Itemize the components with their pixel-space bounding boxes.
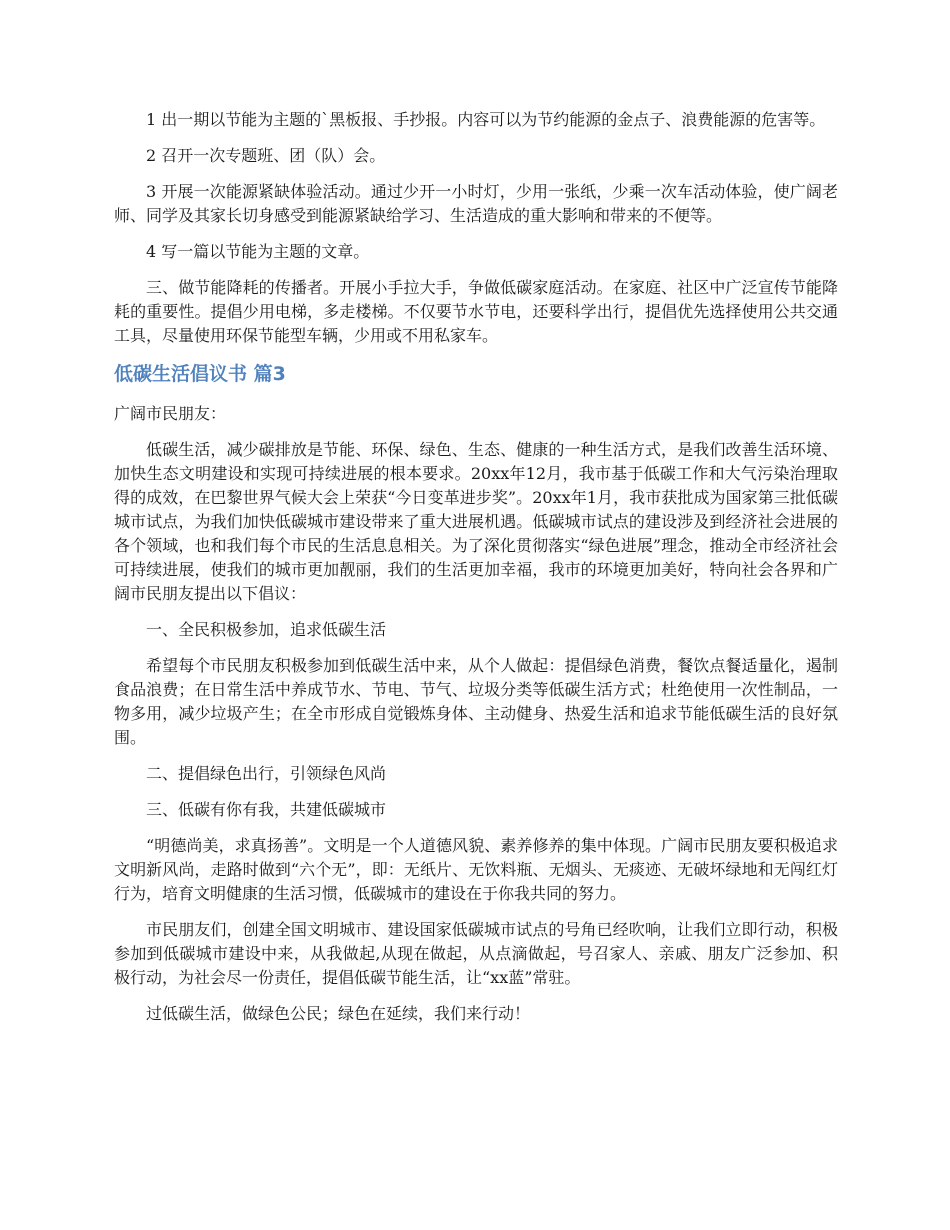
subheading-participate: 一、全民积极参加，追求低碳生活 (146, 620, 387, 639)
paragraph-energy-promoter: 三、做节能降耗的传播者。开展小手拉大手，争做低碳家庭活动。在家庭、社区中广泛宣传节能降耗的重要性。提倡少用电梯，多走楼梯。不仅要节水节电，还要科学出行，提倡优先选择使用公共交通工具，尽量使用环保节能型车辆，少用或不用私家车。 (114, 278, 838, 345)
subheading-green-travel: 二、提倡绿色出行，引领绿色风尚 (146, 764, 387, 783)
paragraph-closing: 过低碳生活，做绿色公民；绿色在延续，我们来行动！ (146, 1004, 531, 1023)
salutation: 广阔市民朋友： (114, 404, 227, 423)
section-heading: 低碳生活倡议书 篇3 (114, 363, 286, 385)
paragraph-class-meeting: 2 召开一次专题班、团（队）会。 (146, 146, 386, 165)
paragraph-intro: 低碳生活，减少碳排放是节能、环保、绿色、生态、健康的一种生活方式，是我们改善生活环境、加快生态文明建设和实现可持续进展的根本要求。20xx年12月，我市基于低碳工作和大气污染治理取得的成效，在巴黎世界气候大会上荣获“今日变革进步奖”。20xx年1月，我市获批成为国家第三批低碳城市试点，为我们加快低碳城市建设带来了重大进展机遇。低碳城市试点的建设涉及到经济社会进展的各个领域，也和我们每个市民的生活息息相关。为了深化贯彻落实“绿色进展”理念，推动全市经济社会可持续进展，使我们的城市更加靓丽，我们的生活更加幸福，我市的环境更加美好，特向社会各界和广阔市民朋友提出以下倡议： (114, 440, 838, 603)
paragraph-energy-experience: 3 开展一次能源紧缺体验活动。通过少开一小时灯，少用一张纸，少乘一次车活动体验，使广阔老师、同学及其家长切身感受到能源紧缺给学习、生活造成的重大影响和带来的不便等。 (114, 182, 838, 225)
paragraph-participate: 希望每个市民朋友积极参加到低碳生活中来，从个人做起：提倡绿色消费，餐饮点餐适量化，遏制食品浪费；在日常生活中养成节水、节电、节气、垃圾分类等低碳生活方式；杜绝使用一次性制品，一物多用，减少垃圾产生；在全市形成自觉锻炼身体、主动健身、热爱生活和追求节能低碳生活的良好氛围。 (114, 656, 838, 747)
document-page (114, 108, 838, 1038)
subheading-build-city: 三、低碳有你有我，共建低碳城市 (146, 800, 387, 819)
paragraph-call-to-action: 市民朋友们，创建全国文明城市、建设国家低碳城市试点的号角已经吹响，让我们立即行动，积极参加到低碳城市建设中来，从我做起,从现在做起，从点滴做起，号召家人、亲戚、朋友广泛参加、积极行动，为社会尽一份责任，提倡低碳节能生活，让“xx蓝”常驻。 (114, 920, 838, 987)
paragraph-civility: “明德尚美，求真扬善”。文明是一个人道德风貌、素养修养的集中体现。广阔市民朋友要积极追求文明新风尚，走路时做到“六个无”，即：无纸片、无饮料瓶、无烟头、无痰迹、无破坏绿地和无闯红灯行为，培育文明健康的生活习惯，低碳城市的建设在于你我共同的努力。 (114, 836, 838, 903)
paragraph-blackboard: 1 出一期以节能为主题的`黑板报、手抄报。内容可以为节约能源的金点子、浪费能源的危害等。 (146, 110, 826, 129)
paragraph-write-article: 4 写一篇以节能为主题的文章。 (146, 242, 370, 261)
